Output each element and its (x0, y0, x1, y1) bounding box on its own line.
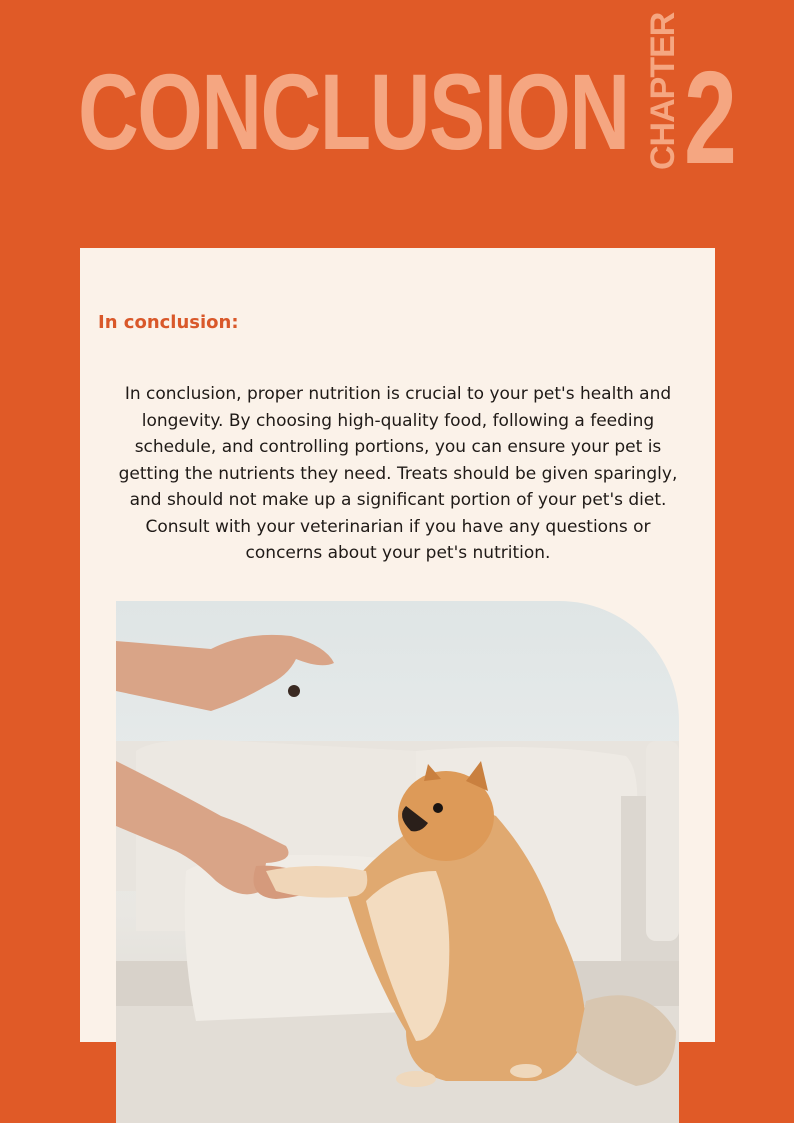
conclusion-paragraph: In conclusion, proper nutrition is crucial to your pet's health and longevity. By choosing high-quality food, following a feeding schedule, and controlling portions, you can ensure your pet is getting the nutrients they need. Treats should be given sparingly, and should not make up a significant portion of your pet's diet. Consult with your veterinarian if you have any questions or concerns about your pet's nutrition. (118, 384, 678, 563)
chapter-label: CHAPTER (644, 12, 682, 170)
dog-photo-illustration (116, 601, 679, 1123)
page-title: CONCLUSION (78, 51, 629, 172)
section-heading: In conclusion: (98, 312, 239, 333)
dog-treat-photo (116, 601, 679, 1123)
chapter-number: 2 (684, 44, 737, 191)
